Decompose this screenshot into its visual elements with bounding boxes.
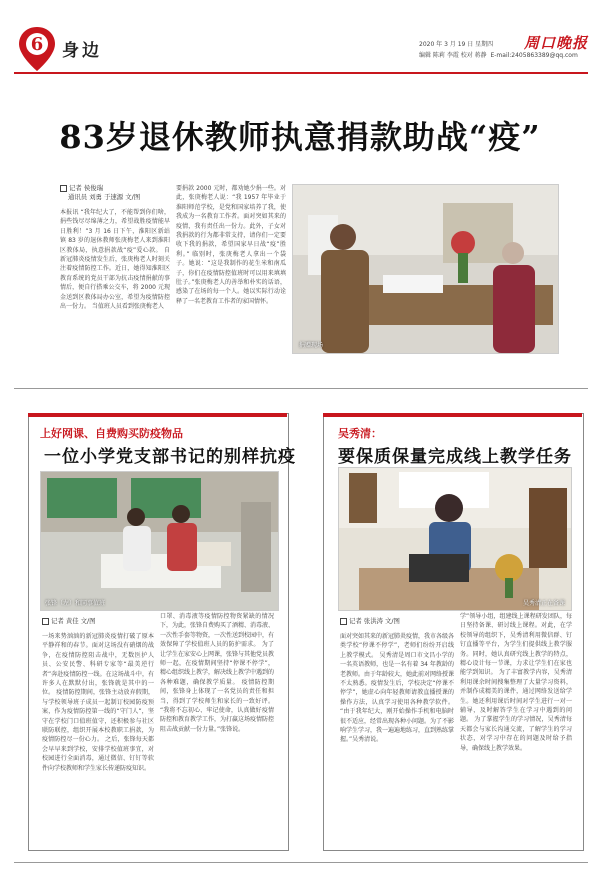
article2-photo-caption: 张锋（左）和同事值班 <box>45 600 106 607</box>
editors: 编辑 陈莉 李霞 校对 蒋静 <box>419 52 487 59</box>
section-name: 身边 <box>62 41 102 61</box>
page-number: 6 <box>30 34 44 55</box>
footer-rule <box>14 862 588 863</box>
school-gate-image <box>41 472 278 610</box>
article3-kicker: 吴秀清： <box>338 427 382 440</box>
article2-reporter: 记者 黄佳 文/图 <box>51 617 96 625</box>
article2-kicker: 上好网课、自费购买防疫物品 <box>40 427 183 440</box>
teacher-at-desk-image <box>339 468 571 610</box>
square-icon <box>340 618 347 625</box>
article1-headline: 83岁退休教师执意捐款助战“疫” <box>59 118 541 156</box>
article2-topbar <box>28 413 287 417</box>
divider <box>14 388 588 389</box>
article1-column-1: 本报讯 “我年纪大了，不能帮到你们啥，捐些钱尽尽绵薄之力，希望战胜疫情能早日胜利！”3 月 16 日下午，淮阳区新站镇 83 岁的退休教师张庚梅老人来到淮阳区教体局，执意捐款战“疫”爱心款。 自新冠肺炎疫情发生后，张庚梅老人时刻关注着疫情防控工作。近日，她得知淮阳区教育系统的党员干部为抗击疫情捐献的事情后，便自行搭乘公交车，将 2000 元现金送到区教体局办公室，希望为疫情防控出一份力。 当值班人员看到张庚梅老人 <box>60 209 170 311</box>
article3-byline <box>340 617 400 626</box>
article1-photo-caption: 捐赠现场 <box>299 342 324 349</box>
article1-byline <box>60 184 170 202</box>
page-header <box>14 26 590 70</box>
header-rule <box>14 72 588 74</box>
email: E-mail:2405863389@qq.com <box>490 52 578 59</box>
newspaper-logo: 周口晚报 <box>524 34 589 52</box>
article2-headline: 一位小学党支部书记的别样抗疫 <box>44 447 296 467</box>
article3-reporter: 记者 张洪涛 文/图 <box>349 617 400 625</box>
article2-photo <box>40 471 279 611</box>
article2-column-1: 一场来势汹汹的新冠肺炎疫情打破了原本平静祥和的春节。面对这场没有硝烟的战争，在疫情防控阻击战中，无数医护人员、公安民警、科研专家等“最美逆行者”奔赴疫情防控一线。在这场战斗中，有许多人在默默付出，张锋就是其中的一位。 疫情防控期间，张锋主动放弃假期，与学校领导班子成员一起制订校园防疫预案，作为疫情防控第一线的“守门人”，坚守在学校门口值班值守，还积极参与社区联防联控，组织开展本校教职工捐款，为疫情防控尽一份心力。 之后，张锋每天都会早早来到学校，安排学校值班事宜，对校园进行全面消毒，通过微信、钉钉等软件向学校教师和学生家长传递防疫知识。 <box>42 633 154 772</box>
square-icon <box>42 618 49 625</box>
donation-scene-image <box>293 185 558 353</box>
article3-column-1: 面对突如其来的新冠肺炎疫情，我市各级各类学校“停课不停学”，老师们纷纷开启线上教学模式。 吴秀清是周口市文昌小学的一名英语教师，也是一名有着 34 年教龄的老教师。由于年龄较大，她此前对网络授课不太熟悉。疫情发生后，学校决定“停课不停学”，她虚心向年轻教师请教直播授课的操作方法，认真学习使用各种教学软件。 “由于我年纪大，刚开始操作手机和电脑时很不适应，经常出现各种小问题。为了不影响学生学习，我一遍遍地练习，直到熟练掌握。”吴秀清说。 <box>340 633 454 744</box>
article1-photo <box>292 184 559 354</box>
article2-byline <box>42 617 96 626</box>
article2-column-2: 口罩、消毒液等疫情防控物资紧缺的情况下，为此，张锋自费购买了酒精、消毒液、一次性手套等物资，一次性送到校园中，有效保障了学校值班人员的防护需求。 为了让学生在家安心上网课，张锋与其他党员教师一起，在疫情期间坚持“停课不停学”，精心组织线上教学，解决线上教学中遇到的各种难题，确保教学质量。 疫情防控期间，张锋身上体现了一名党员的责任和担当，得到了学校师生和家长的一致好评。 “我将不忘初心、牢记使命，认真做好疫情防控和教育教学工作，为打赢这场疫情防控阻击战贡献一份力量。”张锋说。 <box>160 613 274 733</box>
article3-photo <box>338 467 572 611</box>
square-icon <box>60 185 67 192</box>
article3-headline: 要保质保量完成线上教学任务 <box>338 447 572 467</box>
article3-column-2: 学”领导小组，组建线上课程研发团队，每日坚持备课、研讨线上课程。对此，在学校领导的组织下，吴秀清利用微信群、钉钉直播等平台，为学生们提供线上教学服务。同时，她认真研究线上教学的特点，精心设计每一节课，力求让学生们在家也能学到知识。 为了丰富教学内容，吴秀清利用课余时间搜集整理了大量学习资料，并制作成精美的课件，通过网络发送给学生。她还利用课后时间对学生进行一对一辅导，及时解答学生在学习中遇到的问题。 为了掌握学生的学习情况，吴秀清每天都会与家长沟通交流，了解学生的学习状态，对学习中存在的问题及时给予指导，确保线上教学效果。 <box>460 613 572 752</box>
article1-reporter: 记者 侯俊瑞 <box>69 184 103 192</box>
article1-correspondents: 通讯员 刘勇 于速源 文/图 <box>68 193 141 201</box>
article3-photo-caption: 吴秀清正在备课 <box>522 600 565 607</box>
article3-topbar <box>323 413 582 417</box>
issue-date: 2020 年 3 月 19 日 星期四 <box>419 41 494 48</box>
article1-column-2: 要捐款 2000 元时，都劝她少捐一些。对此，张庚梅老人说：“我 1957 年毕业于淮阳师范学校，是党和国家培养了我，使我成为一名教育工作者。面对突如其来的疫情，我有责任出一份力。此外，子女对我捐款的行为都非常支持，请你们一定要收下我的捐款，希望国家早日战“疫”胜利。” 临别时，张庚梅老人拿出一个袋子。她说：“这是我制作的花生米和南瓜子，你们在疫情防控值班时可以用来填填肚子。”张庚梅老人的善举和朴实的话语，感染了在场的每一个人。她以实际行动诠释了一名老教育工作者的家国情怀。 <box>176 185 286 305</box>
